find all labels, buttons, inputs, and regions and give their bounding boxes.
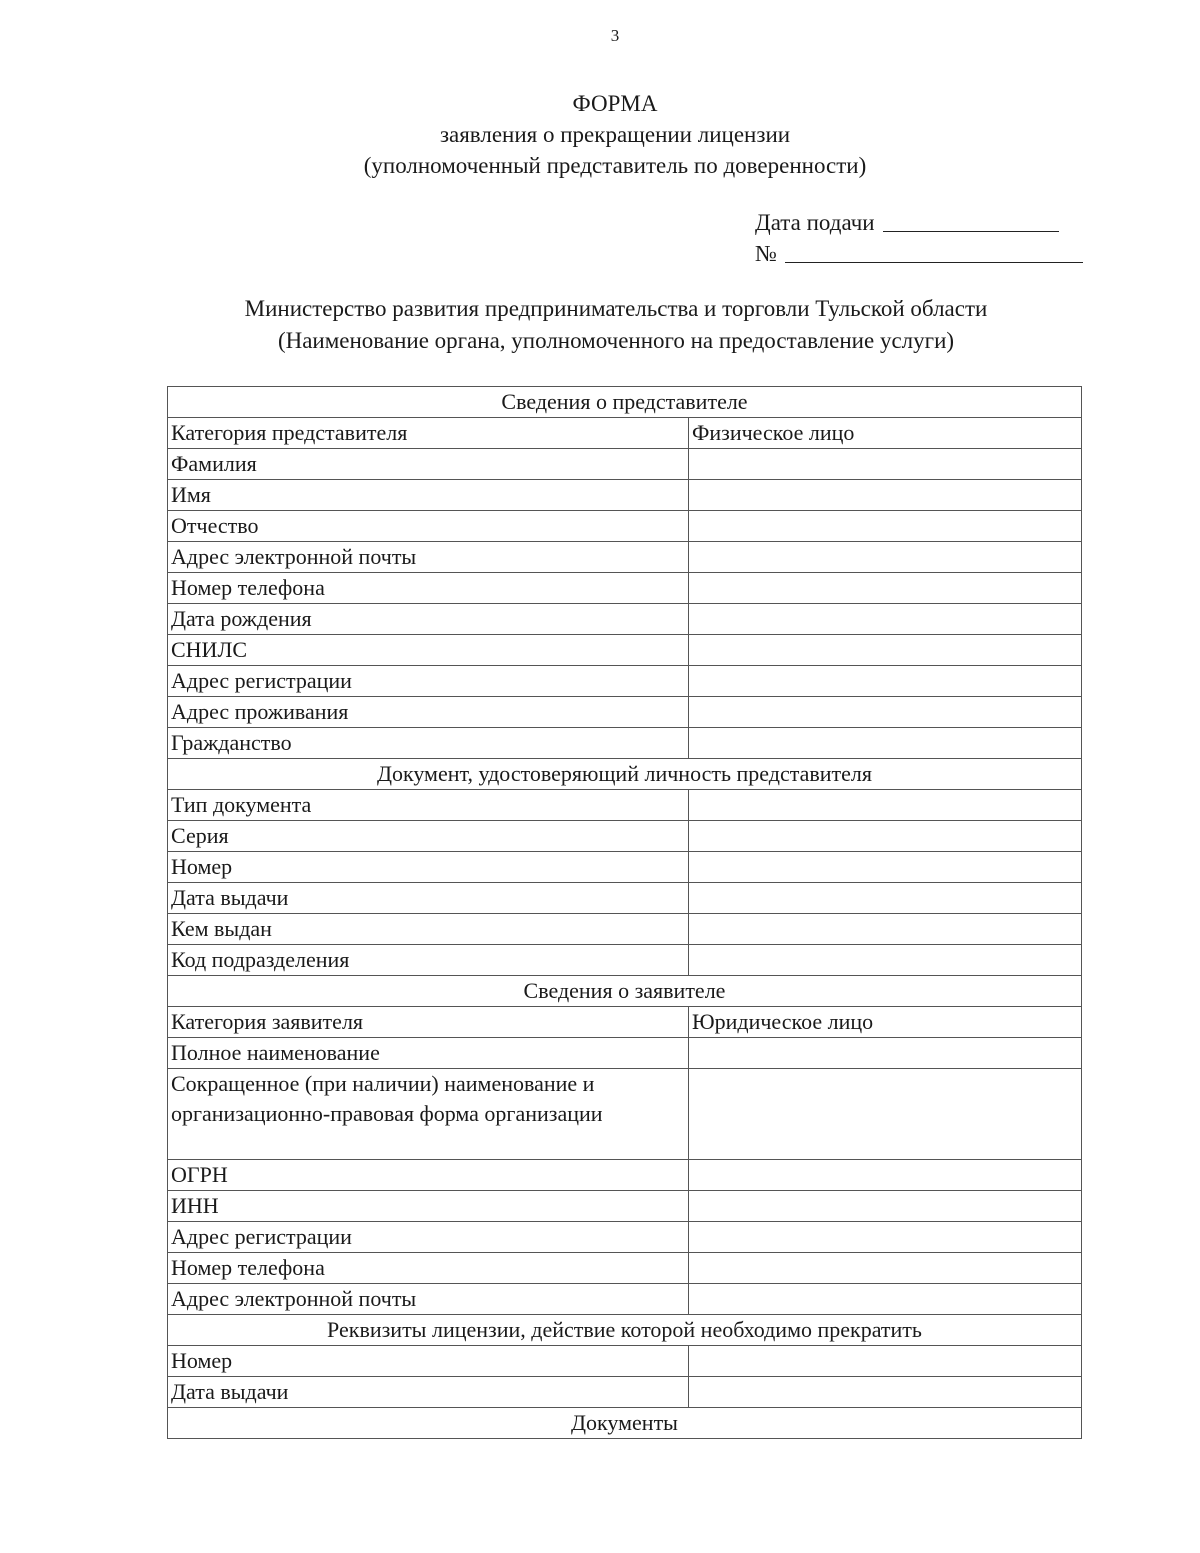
form-title-main: ФОРМА (572, 91, 658, 116)
field-value[interactable] (689, 480, 1082, 511)
field-value[interactable] (689, 1038, 1082, 1069)
field-value[interactable] (689, 542, 1082, 573)
field-value[interactable] (689, 1253, 1082, 1284)
section-heading-license: Реквизиты лицензии, действие которой необходимо прекратить (168, 1315, 1082, 1346)
field-value[interactable]: Юридическое лицо (689, 1007, 1082, 1038)
field-value[interactable] (689, 1191, 1082, 1222)
field-label: Дата выдачи (168, 1377, 689, 1408)
field-label: Адрес электронной почты (168, 1284, 689, 1315)
field-label: Тип документа (168, 790, 689, 821)
field-value[interactable] (689, 635, 1082, 666)
field-label: СНИЛС (168, 635, 689, 666)
table-row (168, 573, 1082, 604)
field-label: ИНН (168, 1191, 689, 1222)
submission-block (755, 205, 1083, 267)
table-row (168, 1346, 1082, 1377)
table-row (168, 1284, 1082, 1315)
submission-date-field[interactable] (883, 231, 1059, 232)
field-label: Номер (168, 852, 689, 883)
form-title-subject: заявления о прекращении лицензии (439, 122, 791, 147)
field-label: Дата выдачи (168, 883, 689, 914)
table-row (168, 945, 1082, 976)
field-label: Номер (168, 1346, 689, 1377)
field-value[interactable] (689, 790, 1082, 821)
field-label: Гражданство (168, 728, 689, 759)
field-value[interactable] (689, 1222, 1082, 1253)
field-value[interactable] (689, 821, 1082, 852)
field-value[interactable] (689, 883, 1082, 914)
table-row (168, 1222, 1082, 1253)
authority-name: Министерство развития предпринимательства и торговли Тульской области (244, 296, 988, 321)
field-value[interactable] (689, 604, 1082, 635)
field-label: Фамилия (168, 449, 689, 480)
table-row (168, 1253, 1082, 1284)
field-value[interactable] (689, 1069, 1082, 1160)
table-row (168, 604, 1082, 635)
authority-block (0, 293, 1200, 357)
section-heading-identity-document: Документ, удостоверяющий личность представителя (168, 759, 1082, 790)
submission-number-field[interactable] (785, 262, 1083, 263)
field-label: Номер телефона (168, 573, 689, 604)
field-label: Отчество (168, 511, 689, 542)
field-label: Полное наименование (168, 1038, 689, 1069)
field-value[interactable] (689, 666, 1082, 697)
table-row (168, 1377, 1082, 1408)
table-row (168, 852, 1082, 883)
table-row (168, 697, 1082, 728)
application-form-table (167, 386, 1082, 1439)
field-label: Адрес регистрации (168, 1222, 689, 1253)
field-value[interactable] (689, 449, 1082, 480)
table-row (168, 1160, 1082, 1191)
table-row (168, 418, 1082, 449)
table-row (168, 914, 1082, 945)
field-label: Код подразделения (168, 945, 689, 976)
section-heading-applicant: Сведения о заявителе (168, 976, 1082, 1007)
field-label: Категория представителя (168, 418, 689, 449)
section-heading-documents: Документы (168, 1408, 1082, 1439)
field-value[interactable] (689, 852, 1082, 883)
field-label: Номер телефона (168, 1253, 689, 1284)
submission-number-label: № (755, 241, 777, 266)
field-label: Имя (168, 480, 689, 511)
authority-caption: (Наименование органа, уполномоченного на предоставление услуги) (277, 328, 955, 353)
form-title-note: (уполномоченный представитель по доверенности) (363, 153, 867, 178)
field-label: ОГРН (168, 1160, 689, 1191)
page-number: 3 (610, 26, 620, 45)
section-heading-representative: Сведения о представителе (168, 387, 1082, 418)
table-row (168, 666, 1082, 697)
field-label: Адрес регистрации (168, 666, 689, 697)
table-row (168, 635, 1082, 666)
submission-date-label: Дата подачи (755, 210, 875, 235)
table-row (168, 1191, 1082, 1222)
field-value[interactable] (689, 945, 1082, 976)
field-value[interactable] (689, 1284, 1082, 1315)
field-label: Адрес электронной почты (168, 542, 689, 573)
field-label: Кем выдан (168, 914, 689, 945)
table-row (168, 821, 1082, 852)
field-label: Категория заявителя (168, 1007, 689, 1038)
field-label: Адрес проживания (168, 697, 689, 728)
table-row (168, 511, 1082, 542)
table-row (168, 1038, 1082, 1069)
table-row (168, 883, 1082, 914)
form-title (0, 88, 1200, 181)
table-row (168, 1069, 1082, 1160)
field-label: Серия (168, 821, 689, 852)
field-value[interactable] (689, 573, 1082, 604)
table-row (168, 480, 1082, 511)
table-row (168, 542, 1082, 573)
field-value[interactable]: Физическое лицо (689, 418, 1082, 449)
field-value[interactable] (689, 697, 1082, 728)
field-label: Дата рождения (168, 604, 689, 635)
field-value[interactable] (689, 511, 1082, 542)
table-row (168, 728, 1082, 759)
field-value[interactable] (689, 1377, 1082, 1408)
table-row (168, 790, 1082, 821)
table-row (168, 1007, 1082, 1038)
field-value[interactable] (689, 914, 1082, 945)
table-row (168, 449, 1082, 480)
field-value[interactable] (689, 1160, 1082, 1191)
field-value[interactable] (689, 728, 1082, 759)
field-value[interactable] (689, 1346, 1082, 1377)
field-label: Сокращенное (при наличии) наименование и организационно-правовая форма организации (168, 1069, 689, 1160)
